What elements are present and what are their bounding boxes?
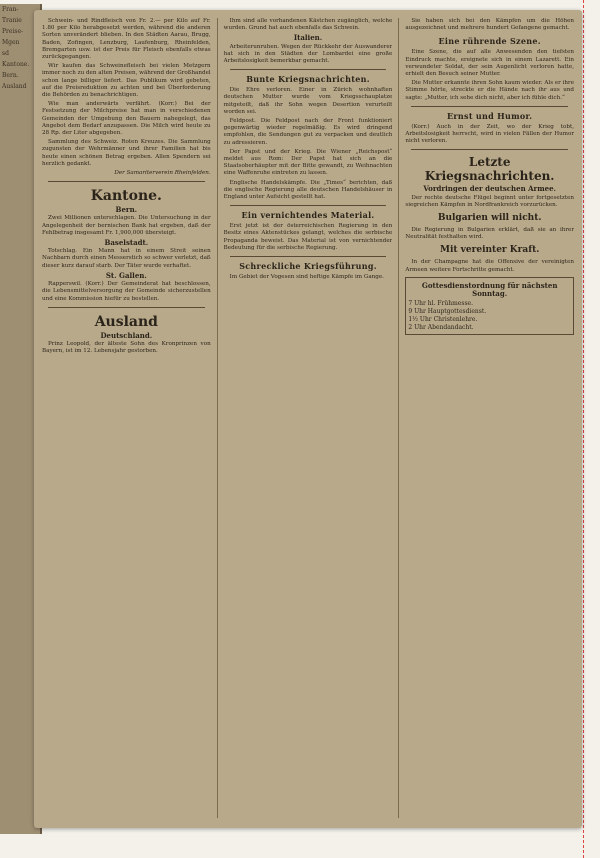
article-text: Zwei Millionen unterschlagen. Die Untersuchung in der Angelegenheit der bernischen Bank hat ergeben, daß der Fehlbetrag insgesamt Fr. 1,900,000 übersteigt. (42, 215, 211, 236)
heading-schreckliche-kriegsfuehrung: Schreckliche Kriegsführung. (239, 261, 377, 272)
edge-fragment: Kantone. (2, 61, 30, 68)
subheading-stgallen: St. Gallen. (105, 270, 147, 280)
article-text: Die Ehre verloren. Einer in Zürich wohnhaften deutschen Mutter wurde vom Kriegsschauplatze mitgeteilt, daß ihr Sohn wegen Desertion verurteilt worden sei. (223, 87, 393, 115)
article-text: Wir kaufen das Schweinefleisch bei vielen Metzgern immer noch zu den alten Preisen, während der Großhandel schon lange billiger liefert. Das Publikum wird gebeten, auf die Preisreduktion zu achten und bei Überforderung die Behörden zu benachrichtigen. (42, 63, 211, 99)
edge-fragment: sd (2, 50, 9, 57)
divider (48, 181, 205, 182)
subheading-italien: Italien. (293, 33, 323, 43)
section-heading-ausland: Ausland (94, 313, 158, 330)
heading-bunte-kriegsnachrichten: Bunte Kriegsnachrichten. (246, 74, 370, 85)
heading-vernichtendes-material: Ein vernichtendes Material. (241, 210, 375, 221)
edge-fragment: Tranie (2, 17, 22, 24)
subheading-bern: Bern. (115, 205, 138, 215)
article-text: Wie man anderwärts verfährt. (Korr.) Bei der Festsetzung der Milchpreise hat man in verschiedenen Gemeinden der Umgebung den Bauern nahegelegt, das Angebot dem Bedarf anzupassen. Die Milch wird heute zu 28 Rp. der Liter abgegeben. (42, 101, 211, 137)
program-item: 2 Uhr Abendandacht. (408, 323, 474, 331)
divider (48, 307, 205, 308)
divider (230, 256, 387, 257)
edge-fragment: Ausland (2, 83, 27, 90)
article-text: Eine Szene, die auf alle Anwesenden den tiefsten Eindruck machte, ereignete sich in einem Lazarett. Ein verwundeter Soldat, der sein Augenlicht verloren hatte, erhielt den Besuch seiner Mutter. (405, 49, 575, 78)
column-2 (217, 18, 393, 818)
church-program-box (405, 277, 574, 335)
article-text: Rapperswil. (Korr.) Der Gemeinderat hat beschlossen, die Lebensmittelversorgung der Gemeinde sicherzustellen und eine Kommission hiefür zu bestellen. (42, 281, 211, 302)
heading-ernst-und-humor: Ernst und Humor. (446, 110, 533, 121)
edge-fragment: Bern. (2, 72, 19, 79)
program-item: 7 Uhr hl. Frühmesse. (408, 299, 473, 307)
article-text: Sammlung des Schweiz. Roten Kreuzes. Die Sammlung zugunsten der Wehrmänner und ihrer Familien hat bis heute einen schönen Betrag ergeben. Allen Spendern sei herzlich gedankt. (42, 139, 211, 167)
signature: Der Samariterverein Rheinfelden. (114, 170, 211, 177)
divider (411, 149, 568, 150)
article-text: Erst jetzt ist der österreichischen Regierung in den Besitz eines Aktenstückes gelangt, welches die serbische Propaganda beweist. Das Material ist von vernichtender Bedeutung für die serbische Regierung. (223, 223, 393, 251)
heading-letzte-kriegsnachrichten: Letzte Kriegsnachrichten. (424, 155, 555, 184)
divider (230, 205, 387, 206)
article-text: Die Mutter erkannte ihren Sohn kaum wieder. Als er ihre Stimme hörte, streckte er die Hände nach ihr aus und sagte: „Mutter, ich sehe dich nicht, aber ich fühle dich.“ (405, 80, 575, 101)
newspaper-page (34, 10, 582, 828)
divider (411, 106, 568, 107)
section-heading-kantone: Kantone. (90, 188, 162, 205)
article-text: Arbeiterunruhen. Wegen der Rückkehr der Auswanderer hat sich in den Städten der Lombardei eine große Arbeitslosigkeit bemerkbar gemacht. (223, 43, 393, 65)
subheading-deutschland: Deutschland. (100, 330, 153, 340)
subheading-vordringen: Vordringen der deutschen Armee. (423, 184, 556, 194)
heading-vereinte-kraft: Mit vereinter Kraft. (439, 245, 540, 256)
margin-guide-line (582, 0, 584, 858)
article-text: Feldpost. Die Feldpost nach der Front funktioniert gegenwärtig wieder regelmäßig. Es wird dringend empfohlen, die Sendungen gut zu verpacken und deutlich zu adressieren. (223, 118, 393, 146)
article-text: Die Regierung in Bulgarien erklärt, daß sie an ihrer Neutralität festhalten wird. (405, 227, 575, 241)
article-text: Der Papst und der Krieg. Die Wiener „Reichspost“ meldet aus Rom: Der Papst hat sich an die Staatsoberhäupter mit der Bitte gewandt, zu Weihnachten eine Waffenruhe eintreten zu lassen. (223, 148, 393, 177)
article-text: Ihm sind alle vorhandenen Kästchen zugänglich, welche wurden. Grund hat auch ebenfalls das Schwein. (223, 18, 393, 32)
article-text: Der rechte deutsche Flügel beginnt unter fortgesetzten siegreichen Kämpfen in Nordfrankreich vorzurücken. (405, 194, 575, 208)
article-text: Sie haben sich bei den Kämpfen um die Höhen ausgezeichnet und mehrere hundert Gefangene gemacht. (405, 18, 575, 32)
column-3 (398, 18, 574, 818)
heading-bulgarien: Bulgarien will nicht. (437, 213, 542, 224)
program-item: 1½ Uhr Christenlehre. (408, 315, 478, 323)
article-text: Totschlag. Ein Mann hat in einem Streit seinen Nachbarn durch einen Messerstich so schwer verletzt, daß dieser kurz darauf starb. Der Täter wurde verhaftet. (42, 248, 211, 269)
program-item: 9 Uhr Hauptgottesdienst. (408, 307, 487, 315)
divider (230, 69, 387, 70)
edge-fragment: Mgen (2, 39, 20, 46)
article-text: Prinz Leopold, der älteste Sohn des Kronprinzen von Bayern, ist im 12. Lebensjahr gestorben. (42, 340, 211, 355)
article-text: Im Gebiet der Vogesen sind heftige Kämpfe im Gange. (229, 274, 384, 281)
article-text: Schwein- und Rindfleisch von Fr. 2.— per Kilo auf Fr. 1.80 per Kilo herabgesetzt werden, während die anderen Sorten unverändert blieben. In den Städten Aarau, Brugg, Baden, Zofingen, Lenzburg, Laufenburg, Rheinfelden, Bremgarten usw. ist der Preis für Fleisch ebenfalls etwas zurückgegangen. (42, 18, 211, 61)
article-text: In der Champagne hat die Offensive der vereinigten Armeen weitere Fortschritte gemacht. (405, 259, 575, 273)
edge-fragment: Fran- (2, 6, 19, 13)
article-text: Englische Handelskämpfe. Die „Times“ berichten, daß die englische Regierung alle deutschen Handelshäuser in England unter Aufsicht gestellt hat. (223, 179, 393, 201)
subheading-basel: Baselstadt. (104, 238, 149, 248)
heading-ruehrende-szene: Eine rührende Szene. (438, 36, 541, 47)
column-1 (42, 18, 211, 818)
program-title: Gottesdienstordnung für nächsten Sonntag. (421, 280, 558, 298)
article-text: (Korr.) Auch in der Zeit, wo der Krieg tobt, Arbeitslosigkeit herrscht, wird in vielen Fällen der Humor nicht verloren. (405, 123, 575, 145)
edge-fragment: Preise- (2, 28, 24, 35)
